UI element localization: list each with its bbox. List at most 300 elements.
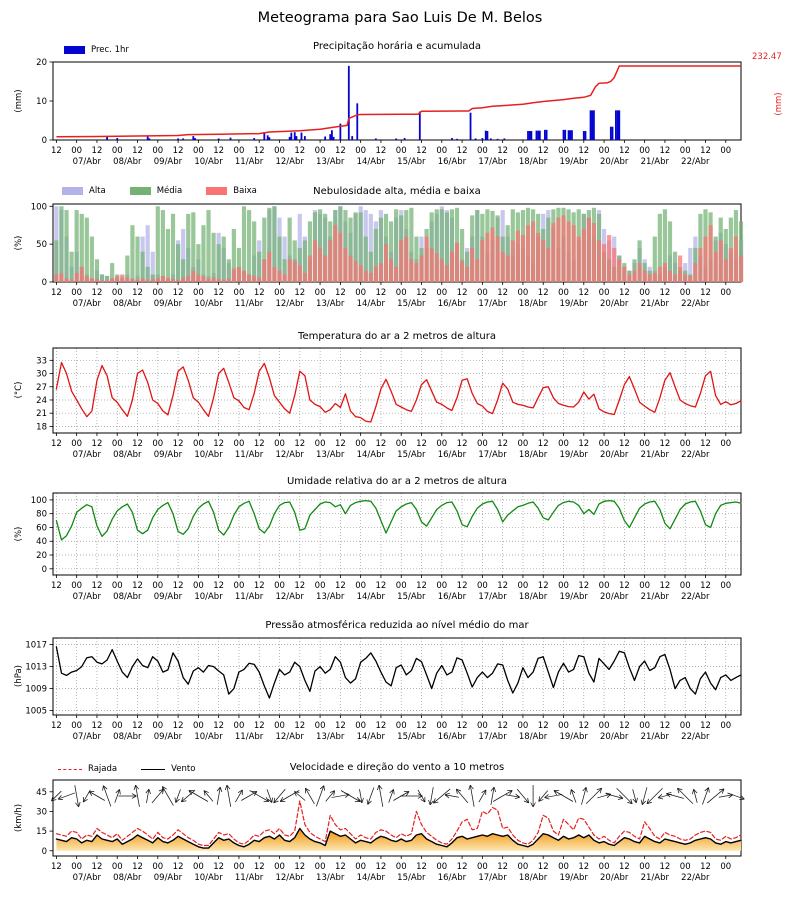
precip-bar	[481, 138, 483, 140]
temp-x-day-label: 07/Abr	[72, 450, 102, 460]
precip-panel-title: Precipitação horária e acumulada	[313, 41, 481, 52]
wind-x-tick-label: 00	[639, 862, 651, 872]
clouds-yaxis-label: (%)	[14, 235, 24, 251]
wind-arrow-icon	[676, 787, 695, 806]
rh-panel-title: Umidade relativa do ar a 2 metros de altura	[286, 476, 508, 487]
pres-x-tick-label: 00	[71, 721, 83, 731]
precip-right-axis-label: (mm)	[774, 92, 784, 116]
pres-x-day-label: 07/Abr	[72, 732, 102, 742]
temp-y-tick-label: 27	[36, 382, 47, 393]
clouds-x-day-label: 13/Abr	[316, 299, 345, 309]
wind-x-tick-label: 00	[111, 862, 123, 872]
clouds-baixa-bar	[475, 259, 479, 282]
precip-bar	[218, 138, 220, 140]
precip-x-tick-label: 12	[294, 146, 306, 156]
pres-x-tick-label: 12	[497, 721, 509, 731]
clouds-baixa-bar	[394, 267, 398, 282]
precip-bar	[529, 131, 531, 140]
wind-y-tick-label: 30	[36, 807, 47, 818]
wind-x-day-label: 14/Abr	[356, 873, 385, 883]
clouds-x-day-label: 15/Abr	[397, 299, 426, 309]
clouds-baixa-bar	[186, 276, 190, 282]
temp-x-day-label: 10/Abr	[194, 450, 223, 460]
rh-x-day-label: 21/Abr	[640, 592, 669, 602]
rh-axes	[31, 493, 741, 602]
clouds-baixa-bar	[298, 265, 302, 282]
wind-arrow-icon	[150, 788, 165, 805]
clouds-media-bar	[156, 206, 160, 282]
rh-x-tick-label: 12	[618, 581, 630, 591]
wind-x-tick-label: 12	[416, 862, 427, 872]
clouds-legend-alta-swatch	[62, 187, 83, 195]
wind-x-tick-label: 00	[152, 862, 164, 872]
clouds-baixa-bar	[734, 237, 738, 282]
clouds-media-bar	[161, 210, 165, 282]
clouds-baixa-bar	[140, 278, 144, 282]
rh-x-tick-label: 00	[314, 581, 326, 591]
pres-x-tick-label: 12	[618, 721, 630, 731]
clouds-baixa-bar	[445, 265, 449, 282]
wind-arrow-shaft	[241, 792, 257, 801]
pres-x-day-label: 11/Abr	[234, 732, 264, 742]
wind-x-day-label: 07/Abr	[72, 873, 102, 883]
clouds-baixa-bar	[617, 259, 621, 282]
temp-x-tick-label: 12	[416, 439, 427, 449]
pres-frame	[53, 638, 741, 715]
wind-x-tick-label: 12	[456, 862, 468, 872]
precip-bar	[194, 138, 196, 140]
clouds-x-tick-label: 12	[294, 288, 306, 298]
clouds-baixa-bar	[64, 278, 68, 282]
wind-arrow-icon	[340, 788, 361, 803]
clouds-x-day-label: 08/Abr	[113, 299, 142, 309]
precip-bar	[348, 66, 350, 140]
precip-x-day-label: 15/Abr	[397, 157, 426, 167]
wind-panel-title: Velocidade e direção do vento a 10 metros	[289, 762, 505, 773]
wind-arrow-icon	[454, 788, 469, 805]
rh-x-tick-label: 12	[294, 581, 306, 591]
precip-x-tick-label: 00	[476, 146, 488, 156]
precip-bar	[351, 136, 353, 140]
clouds-media-bar	[201, 225, 205, 282]
rh-x-tick-label: 00	[274, 581, 285, 591]
rh-x-day-label: 15/Abr	[397, 592, 426, 602]
clouds-baixa-bar	[151, 279, 155, 282]
clouds-baixa-bar	[328, 240, 332, 282]
clouds-baixa-bar	[348, 255, 352, 282]
precip-legend	[64, 45, 129, 55]
clouds-baixa-bar	[353, 261, 357, 282]
temp-x-day-label: 16/Abr	[437, 450, 467, 460]
rh-x-day-label: 08/Abr	[113, 592, 142, 602]
clouds-y-tick-label: 50	[36, 240, 47, 251]
temp-x-tick-label: 00	[314, 439, 326, 449]
wind-arrow-icon	[691, 789, 699, 804]
clouds-baixa-bar	[424, 237, 428, 282]
clouds-media-bar	[166, 229, 170, 282]
temp-x-tick-label: 00	[720, 439, 732, 449]
pres-x-day-label: 16/Abr	[437, 732, 467, 742]
wind-arrow-shaft	[707, 789, 724, 803]
rh-x-tick-label: 00	[192, 581, 204, 591]
wind-arrow-icon	[584, 787, 603, 806]
temp-x-tick-label: 12	[375, 439, 387, 449]
clouds-baixa-bar	[663, 263, 667, 282]
clouds-x-tick-label: 00	[395, 288, 407, 298]
wind-legend-rajada-label: Rajada	[88, 764, 118, 774]
clouds-baixa-bar	[156, 278, 160, 282]
rh-x-day-label: 14/Abr	[356, 592, 385, 602]
rh-x-tick-label: 00	[476, 581, 488, 591]
wind-x-tick-label: 12	[375, 862, 387, 872]
wind-x-tick-label: 00	[314, 862, 326, 872]
precip-x-tick-label: 00	[679, 146, 691, 156]
wind-x-day-label: 11/Abr	[234, 873, 264, 883]
clouds-baixa-bar	[257, 277, 261, 282]
clouds-baixa-bar	[90, 278, 94, 282]
clouds-baixa-bar	[196, 274, 200, 282]
clouds-baixa-bar	[161, 276, 165, 282]
clouds-media-bar	[211, 233, 215, 282]
wind-arrow-icon	[180, 788, 197, 803]
rh-x-day-label: 13/Abr	[316, 592, 345, 602]
rh-frame	[53, 493, 741, 575]
wind-x-tick-label: 00	[720, 862, 732, 872]
precip-bar	[375, 138, 377, 140]
wind-arrow-icon	[303, 787, 316, 805]
clouds-baixa-bar	[120, 274, 124, 282]
clouds-baixa-bar	[419, 255, 423, 282]
temp-x-day-label: 08/Abr	[113, 450, 142, 460]
precip-x-tick-label: 12	[334, 146, 346, 156]
precip-x-tick-label: 12	[91, 146, 103, 156]
precip-x-day-label: 08/Abr	[113, 157, 142, 167]
precip-x-tick-label: 00	[598, 146, 610, 156]
precip-x-tick-label: 00	[314, 146, 326, 156]
precip-x-tick-label: 12	[213, 146, 225, 156]
clouds-baixa-bar	[384, 244, 388, 282]
wind-x-day-label: 16/Abr	[437, 873, 467, 883]
rh-x-tick-label: 12	[416, 581, 427, 591]
clouds-baixa-bar	[648, 274, 652, 282]
rh-x-day-label: 07/Abr	[72, 592, 102, 602]
wind-x-tick-label: 12	[618, 862, 630, 872]
rh-y-tick-label: 100	[30, 495, 47, 506]
clouds-media-bar	[90, 237, 94, 282]
clouds-baixa-bar	[485, 233, 489, 282]
precip-x-tick-label: 00	[639, 146, 651, 156]
clouds-media-bar	[176, 244, 180, 282]
clouds-x-tick-label: 12	[91, 288, 103, 298]
precip-x-day-label: 16/Abr	[437, 157, 467, 167]
clouds-baixa-bar	[59, 273, 63, 282]
rh-y-tick-label: 80	[36, 509, 47, 520]
rh-x-tick-label: 00	[395, 581, 407, 591]
clouds-baixa-bar	[668, 271, 672, 282]
clouds-baixa-bar	[232, 268, 236, 282]
clouds-x-tick-label: 00	[233, 288, 245, 298]
precip-bar	[148, 138, 150, 140]
clouds-baixa-bar	[135, 280, 139, 282]
clouds-x-tick-label: 12	[497, 288, 509, 298]
precip-bar	[546, 130, 548, 140]
pres-x-tick-label: 12	[213, 721, 225, 731]
clouds-baixa-bar	[693, 263, 697, 282]
pres-y-tick-label: 1017	[25, 640, 47, 651]
temp-x-day-label: 09/Abr	[153, 450, 183, 460]
clouds-x-tick-label: 00	[598, 288, 610, 298]
clouds-media-bar	[222, 237, 226, 282]
temp-x-tick-label: 12	[578, 439, 590, 449]
clouds-baixa-bar	[531, 221, 535, 282]
precip-x-tick-label: 00	[355, 146, 367, 156]
temp-x-day-label: 22/Abr	[681, 450, 710, 460]
wind-x-day-label: 20/Abr	[600, 873, 629, 883]
wind-legend-rajada-swatch	[58, 769, 82, 770]
precip-x-tick-label: 12	[456, 146, 468, 156]
precip-bar	[590, 110, 592, 140]
clouds-x-tick-label: 12	[618, 288, 630, 298]
clouds-x-day-label: 22/Abr	[681, 299, 710, 309]
temp-x-day-label: 18/Abr	[518, 450, 548, 460]
wind-x-day-label: 21/Abr	[640, 873, 669, 883]
wind-arrow-icon	[202, 789, 215, 803]
precip-bar	[294, 132, 296, 140]
precip-y-tick-label: 20	[36, 58, 47, 68]
clouds-media-bar	[186, 214, 190, 282]
clouds-baixa-bar	[252, 276, 256, 282]
wind-arrow-shaft	[250, 791, 269, 802]
precip-x-day-label: 11/Abr	[234, 157, 264, 167]
wind-arrow-icon	[144, 789, 151, 804]
wind-arrow-shaft	[341, 791, 360, 802]
clouds-baixa-bar	[171, 279, 175, 282]
temp-x-tick-label: 00	[274, 439, 285, 449]
pres-y-tick-label: 1005	[25, 706, 47, 717]
precip-bar	[490, 138, 492, 140]
wind-arrow-icon	[432, 787, 452, 805]
wind-x-tick-label: 00	[517, 862, 529, 872]
pres-x-tick-label: 12	[416, 721, 427, 731]
pres-x-tick-label: 12	[50, 721, 62, 731]
wind-arrow-icon	[101, 785, 113, 807]
wind-x-day-label: 12/Abr	[275, 873, 304, 883]
precip-x-tick-label: 00	[192, 146, 204, 156]
temp-x-tick-label: 00	[639, 439, 651, 449]
clouds-baixa-bar	[282, 274, 286, 282]
precip-bar	[610, 127, 612, 140]
wind-arrow-shaft	[89, 792, 105, 801]
clouds-baixa-bar	[612, 248, 616, 282]
wind-x-tick-label: 12	[659, 862, 671, 872]
clouds-baixa-bar	[653, 273, 657, 282]
temp-x-tick-label: 12	[537, 439, 549, 449]
rh-x-tick-label: 12	[578, 581, 590, 591]
clouds-baixa-bar	[643, 271, 647, 282]
clouds-baixa-bar	[359, 265, 363, 282]
precip-bar	[568, 130, 570, 140]
wind-x-tick-label: 00	[192, 862, 204, 872]
wind-arrow-shaft	[491, 787, 494, 805]
wind-x-day-label: 18/Abr	[518, 873, 548, 883]
precip-bar	[618, 110, 620, 140]
precip-x-tick-label: 12	[50, 146, 62, 156]
rh-x-day-label: 12/Abr	[275, 592, 304, 602]
clouds-baixa-bar	[506, 255, 510, 282]
rh-y-tick-label: 20	[36, 551, 47, 562]
temp-x-tick-label: 00	[152, 439, 164, 449]
precip-x-day-label: 09/Abr	[153, 157, 183, 167]
clouds-baixa-bar	[551, 223, 555, 282]
wind-arrow-shaft	[217, 787, 220, 805]
clouds-baixa-bar	[181, 277, 185, 282]
wind-x-day-label: 08/Abr	[113, 873, 142, 883]
precip-yaxis-label: (mm)	[14, 89, 24, 113]
pres-x-day-label: 22/Abr	[681, 732, 710, 742]
wind-y-tick-label: 45	[36, 787, 47, 798]
rh-y-tick-label: 60	[36, 523, 47, 534]
precip-axes	[36, 58, 741, 167]
wind-arrow-icon	[700, 787, 711, 806]
wind-arrow-shaft	[305, 788, 314, 804]
clouds-x-tick-label: 12	[416, 288, 427, 298]
rh-x-tick-label: 00	[111, 581, 123, 591]
pres-x-tick-label: 00	[517, 721, 529, 731]
precip-x-day-label: 22/Abr	[681, 157, 710, 167]
pres-x-day-label: 12/Abr	[275, 732, 304, 742]
clouds-baixa-bar	[698, 248, 702, 282]
clouds-baixa-bar	[303, 273, 307, 282]
wind-arrow-icon	[240, 789, 258, 802]
clouds-baixa-bar	[80, 267, 84, 282]
clouds-x-tick-label: 00	[355, 288, 367, 298]
pres-x-tick-label: 00	[720, 721, 732, 731]
clouds-baixa-bar	[222, 280, 226, 282]
precip-x-tick-label: 00	[233, 146, 245, 156]
clouds-legend-media-swatch	[130, 187, 151, 195]
clouds-baixa-bar	[602, 244, 606, 282]
clouds-baixa-bar	[409, 259, 413, 282]
pres-x-day-label: 20/Abr	[600, 732, 629, 742]
temp-x-tick-label: 00	[598, 439, 610, 449]
rh-x-day-label: 20/Abr	[600, 592, 629, 602]
temp-x-tick-label: 12	[172, 439, 184, 449]
precip-bar	[544, 130, 546, 140]
clouds-baixa-bar	[206, 278, 210, 282]
wind-axes	[36, 780, 741, 883]
wind-arrow-icon	[615, 787, 634, 806]
pres-axes	[25, 638, 741, 742]
wind-x-day-label: 22/Abr	[681, 873, 710, 883]
precip-x-day-label: 21/Abr	[640, 157, 669, 167]
clouds-baixa-bar	[460, 261, 464, 282]
clouds-baixa-bar	[75, 273, 79, 282]
precip-bar	[106, 137, 108, 140]
temp-x-tick-label: 12	[294, 439, 306, 449]
precip-bar	[564, 130, 566, 140]
precip-total-value: 232.47	[752, 52, 782, 62]
clouds-x-tick-label: 00	[679, 288, 691, 298]
clouds-baixa-bar	[338, 233, 342, 282]
wind-arrow-icon	[81, 789, 92, 804]
precip-x-day-label: 20/Abr	[600, 157, 629, 167]
wind-x-tick-label: 12	[578, 862, 590, 872]
clouds-media-bar	[59, 206, 63, 282]
clouds-baixa-bar	[227, 278, 231, 282]
pres-x-day-label: 15/Abr	[397, 732, 426, 742]
pres-x-tick-label: 00	[639, 721, 651, 731]
clouds-baixa-bar	[247, 274, 251, 282]
clouds-baixa-bar	[100, 280, 104, 282]
precip-x-tick-label: 12	[253, 146, 265, 156]
temp-x-tick-label: 12	[50, 439, 62, 449]
pres-x-day-label: 18/Abr	[518, 732, 548, 742]
precip-bar	[617, 110, 619, 140]
wind-arrow-icon	[386, 789, 395, 804]
wind-legend-vento-swatch	[141, 769, 165, 770]
rh-x-tick-label: 00	[355, 581, 367, 591]
precip-x-tick-label: 12	[172, 146, 184, 156]
clouds-baixa-bar	[703, 237, 707, 282]
pres-x-day-label: 19/Abr	[559, 732, 588, 742]
clouds-baixa-bar	[546, 248, 550, 282]
precip-legend-swatch	[64, 46, 85, 54]
clouds-baixa-bar	[54, 274, 58, 282]
clouds-baixa-bar	[597, 240, 601, 282]
wind-arrow-icon	[645, 787, 664, 806]
precip-x-day-label: 07/Abr	[72, 157, 102, 167]
precip-bar	[470, 113, 472, 140]
clouds-x-tick-label: 00	[111, 288, 123, 298]
temp-x-day-label: 21/Abr	[640, 450, 669, 460]
rh-x-day-label: 09/Abr	[153, 592, 183, 602]
clouds-baixa-bar	[622, 267, 626, 282]
clouds-x-tick-label: 00	[476, 288, 488, 298]
clouds-baixa-bar	[277, 271, 281, 282]
temp-x-day-label: 13/Abr	[316, 450, 345, 460]
clouds-baixa-bar	[313, 240, 317, 282]
clouds-baixa-bar	[293, 261, 297, 282]
pres-x-tick-label: 12	[172, 721, 184, 731]
wind-arrow-shaft	[554, 791, 573, 802]
clouds-baixa-bar	[729, 248, 733, 282]
temp-panel-title: Temperatura do ar a 2 metros de altura	[298, 331, 496, 342]
wind-arrow-icon	[718, 792, 733, 799]
clouds-baixa-bar	[343, 248, 347, 282]
clouds-legend-media-label: Média	[156, 186, 183, 196]
clouds-x-day-label: 18/Abr	[518, 299, 548, 309]
clouds-baixa-bar	[561, 215, 565, 282]
temp-x-day-label: 15/Abr	[397, 450, 426, 460]
precip-bars	[106, 66, 620, 140]
rh-x-tick-label: 12	[253, 581, 265, 591]
precip-x-tick-label: 00	[558, 146, 569, 156]
temp-x-tick-label: 00	[192, 439, 204, 449]
clouds-baixa-bar	[191, 271, 195, 282]
clouds-baixa-bar	[242, 271, 246, 282]
precip-bar	[116, 138, 118, 140]
temp-x-tick-label: 00	[395, 439, 407, 449]
clouds-x-day-label: 07/Abr	[72, 299, 102, 309]
wind-arrow-icon	[597, 792, 612, 800]
clouds-baixa-bar	[85, 276, 89, 282]
temp-x-tick-label: 12	[132, 439, 143, 449]
pres-x-tick-label: 00	[355, 721, 367, 731]
wind-x-day-label: 19/Abr	[559, 873, 588, 883]
rh-x-tick-label: 12	[537, 581, 549, 591]
clouds-baixa-bar	[146, 280, 150, 282]
precip-x-tick-label: 12	[700, 146, 711, 156]
